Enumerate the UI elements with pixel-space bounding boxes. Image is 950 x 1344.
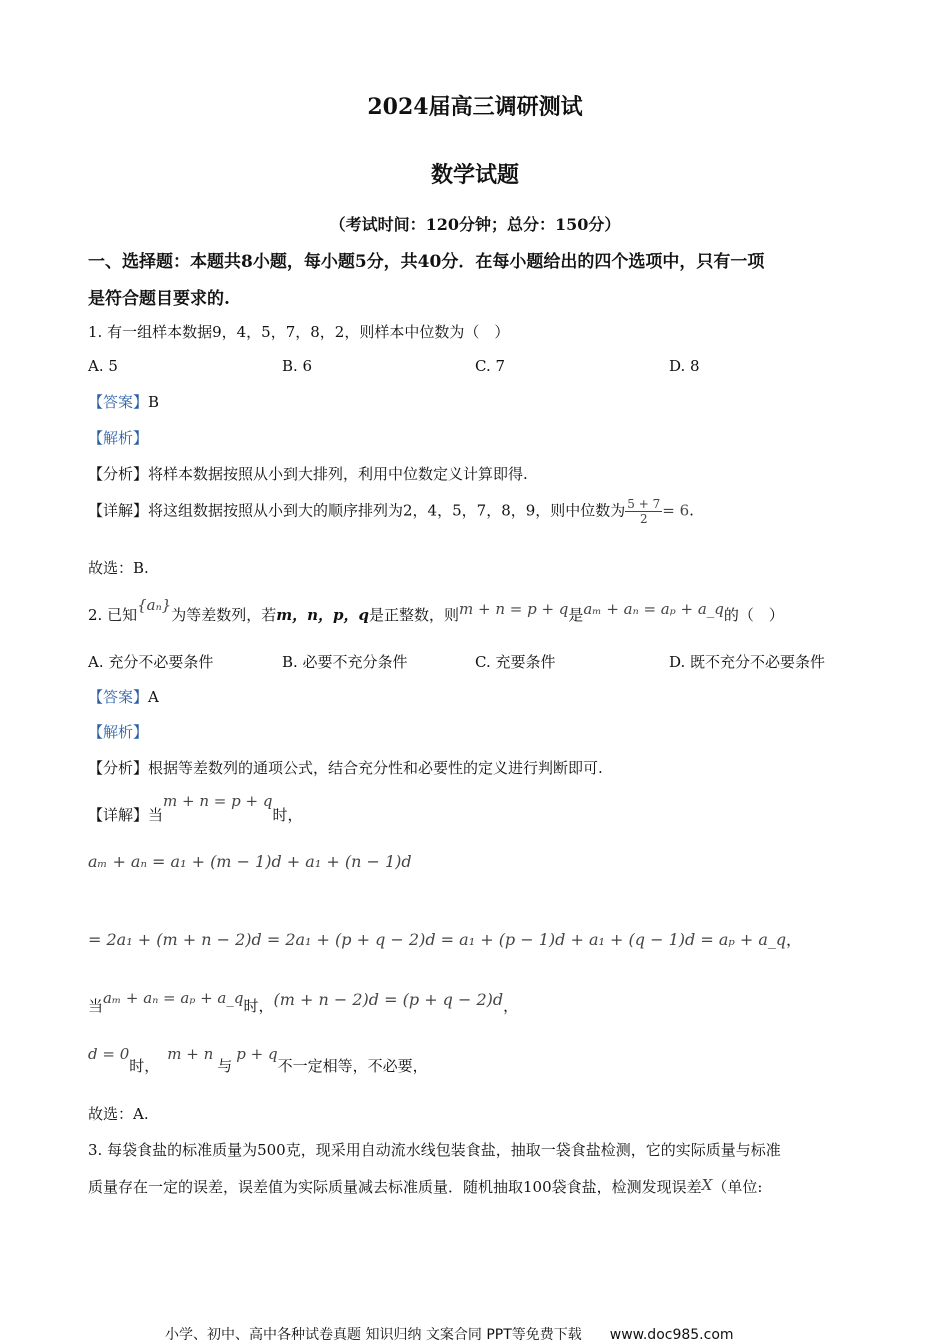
fraction-denominator: 2 — [639, 512, 648, 526]
footer-text: 小学、初中、高中各种试卷真题 知识归纳 文案合同 PPT等免费下载 www.doc985.com — [165, 1327, 734, 1343]
q2-fenxi: 根据等差数列的通项公式，结合充分性和必要性的定义进行判断即可. — [148, 759, 603, 777]
answer-tag: 【答案】 — [88, 688, 149, 706]
q2-line3 — [88, 989, 519, 1016]
q2-stem-end: 的（ ） — [723, 606, 784, 624]
q2-sequence: {aₙ} — [137, 596, 172, 614]
section-heading-line1: 一、选择题：本题共8小题，每小题5分，共40分．在每小题给出的四个选项中，只有一项 — [88, 252, 765, 272]
q2-line4-t1: 时， — [129, 1057, 160, 1075]
q2-option-b: B. 必要不充分条件 — [282, 653, 408, 671]
answer-tag: 【答案】 — [88, 393, 149, 411]
q1-detail-line — [88, 497, 694, 526]
q2-equation-2: = 2a₁ + (m + n − 2)d = 2a₁ + (p + q − 2)d = a₁ + (p − 1)d + a₁ + (q − 1)d = aₚ + a_q — [88, 930, 787, 949]
q2-detail-line — [88, 792, 303, 825]
q1-analysis-tag: 【解析】 — [88, 429, 149, 447]
q2-option-d: D. 既不充分不必要条件 — [669, 653, 826, 671]
subject-title: 数学试题 — [430, 162, 519, 188]
q2-option-a: A. 充分不必要条件 — [88, 653, 214, 671]
q2-vars: m，n，p，q — [276, 606, 369, 624]
q3-variable: X — [701, 1176, 713, 1194]
exam-info: （考试时间：120分钟；总分：150分） — [329, 215, 621, 234]
q1-detail-end: . — [689, 501, 694, 520]
q2-line3-mid: 时， — [243, 997, 274, 1015]
q2-stem-prefix: 2. 已知 — [88, 606, 138, 624]
q2-answer: A — [148, 688, 159, 706]
q3-line2-suffix: （单位: — [712, 1178, 763, 1196]
detail-tag: 【详解】 — [88, 501, 149, 520]
q2-line4-t3: 不一定相等，不必要， — [277, 1057, 428, 1075]
q2-fenxi-line — [88, 757, 603, 778]
q1-option-b: B. 6 — [282, 357, 313, 375]
q3-line2 — [88, 1176, 762, 1197]
page-title: 2024届高三调研测试 — [367, 94, 583, 120]
fenxi-tag: 【分析】 — [88, 759, 149, 777]
q1-conclusion: 故选：B. — [88, 559, 149, 577]
q2-equation-2-end: ， — [786, 931, 802, 949]
q2-option-c: C. 充要条件 — [475, 653, 556, 671]
q2-line4-d: d = 0 — [88, 1045, 130, 1063]
q1-answer: B — [148, 393, 160, 411]
q2-line4-t2: 与 — [217, 1057, 233, 1075]
q1-fenxi-line — [88, 463, 528, 484]
q2-stem-mid1: 为等差数列，若 — [171, 606, 277, 624]
q2-detail-condition: m + n = p + q — [163, 792, 273, 810]
q1-answer-line — [88, 391, 159, 412]
q1-option-d: D. 8 — [669, 357, 700, 375]
q1-option-c: C. 7 — [475, 357, 506, 375]
q1-frac-result: = 6 — [662, 501, 690, 520]
section-heading-line2: 是符合题目要求的. — [88, 289, 230, 309]
q2-stem-mid3: 是 — [568, 606, 584, 624]
q2-equation-1: aₘ + aₙ = a₁ + (m − 1)d + a₁ + (n − 1)d — [88, 852, 412, 871]
q2-conclusion: 故选：A. — [88, 1105, 149, 1123]
q2-line3-condition: aₘ + aₙ = aₚ + a_q — [103, 989, 244, 1007]
q1-detail: 将这组数据按照从小到大的顺序排列为2，4，5，7，8，9，则中位数为 — [148, 501, 626, 520]
q1-fenxi: 将样本数据按照从小到大排列，利用中位数定义计算即得. — [148, 465, 528, 483]
q1-median-fraction — [625, 497, 662, 526]
q2-analysis-tag: 【解析】 — [88, 723, 149, 741]
q3-line1: 3. 每袋食盐的标准质量为500克，现采用自动流水线包装食盐，抽取一袋食盐检测，它的实际质量与标准 — [88, 1141, 781, 1159]
q2-stem — [88, 596, 784, 625]
q2-line4 — [88, 1045, 428, 1076]
q2-line3-prefix: 当 — [88, 997, 104, 1015]
q2-line3-end: ， — [503, 997, 519, 1015]
q2-line3-equation: (m + n − 2)d = (p + q − 2)d — [273, 990, 504, 1009]
q2-equation-2-line — [88, 929, 801, 950]
q3-line2-prefix: 质量存在一定的误差，误差值为实际质量减去标准质量．随机抽取100袋食盐，检测发现误差 — [88, 1178, 702, 1196]
q2-stem-mid2: 是正整数，则 — [368, 606, 459, 624]
q2-answer-line — [88, 686, 159, 707]
detail-tag: 【详解】 — [88, 806, 149, 824]
q2-condition1: m + n = p + q — [459, 600, 569, 618]
fenxi-tag: 【分析】 — [88, 465, 149, 483]
q2-detail-suffix: 时， — [272, 806, 303, 824]
q2-detail-prefix: 当 — [148, 806, 164, 824]
q2-line4-mn: m + n — [167, 1045, 214, 1063]
fraction-numerator: 5 + 7 — [627, 497, 661, 511]
q2-line4-pq: p + q — [236, 1045, 278, 1063]
q2-condition2: aₘ + aₙ = aₚ + a_q — [583, 600, 724, 618]
q1-stem: 1. 有一组样本数据9，4，5，7，8，2，则样本中位数为（ ） — [88, 323, 510, 341]
q1-option-a: A. 5 — [88, 357, 118, 375]
